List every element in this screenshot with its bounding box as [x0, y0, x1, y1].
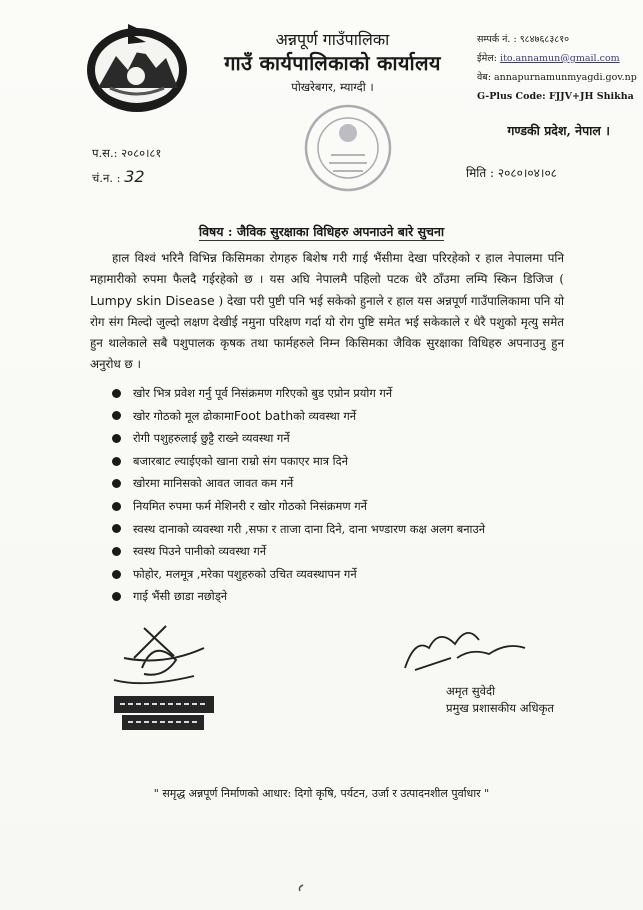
bullet-icon [112, 592, 121, 601]
list-item [112, 518, 582, 541]
footer-motto: " समृद्ध अन्नपूर्ण निर्माणको आधार: दिगो कृषि, पर्यटन, उर्जा र उत्पादनशील पुर्वाधार " [153, 787, 490, 800]
bullet-icon [112, 389, 121, 398]
municipality-name: अन्नपूर्ण गाउँपालिका [275, 30, 390, 49]
left-signature-stamp [104, 618, 234, 738]
measures-list [112, 382, 582, 608]
web-address[interactable]: annapurnamunmyagdi.gov.np [493, 72, 637, 83]
bullet-icon [112, 570, 121, 579]
contact-block [477, 30, 642, 106]
dispatch-number [92, 165, 161, 190]
list-item-text: खोर भित्र प्रवेश गर्नु पूर्व निसंक्रमण गरिएको बुड एप्रोन प्रयोग गर्ने [133, 386, 393, 400]
list-item-text: गाई भैंसी छाडा नछोड्ने [133, 589, 228, 604]
list-item [112, 427, 582, 450]
bullet-icon [112, 547, 121, 556]
subject-text: विषय : जैविक सुरक्षाका विधिहरु अपनाउने बारे सुचना [198, 224, 445, 239]
dispatch-value: 32 [124, 167, 145, 186]
bullet-icon [112, 502, 121, 511]
subject-line [0, 223, 643, 240]
list-item-text: स्वस्थ दानाको व्यवस्था गरी ,सफा र ताजा दाना दिने, दाना भण्डारण कक्ष अलग बनाउने [133, 521, 486, 536]
province-line: गण्डकी प्रदेश, नेपाल । [507, 123, 610, 138]
office-seal-stamp [303, 103, 393, 193]
bullet-icon [112, 524, 121, 533]
notice-body [90, 248, 564, 375]
dispatch-label: चं.न. : [92, 171, 121, 185]
list-item-english: Foot bath [233, 407, 294, 423]
list-item-text: खोरमा मानिसको आवत जावत कम गर्ने [133, 476, 294, 491]
list-item-text: को व्यवस्था गर्ने [293, 408, 357, 423]
list-item [112, 540, 582, 563]
bullet-icon [112, 457, 121, 466]
nepal-emblem-logo [84, 18, 190, 114]
bullet-icon [112, 411, 121, 420]
body-text-part2: ) देखा परी पुष्टी पनि भई सकेको हुनाले र हाल यस अन्नपूर्ण गाउँपालिकामा पनि यो रोग संग मिल्दो जुल्दो लक्षण देखीई नमुना परिक्षण गर्दा यो रोग पुष्टि समेत भई सकेकाले र धेरै पशुको मृत्यु समेत हुन थालेकाले सबै पशुपालक कृषक तथा फार्महरुले निम्न किसिमका जैविक सुरक्षाका विधिहरु अपनाउनु हुन अनुरोध छ । [90, 294, 565, 371]
email-line [477, 49, 642, 68]
list-item-text: खोर गोठको मूल ढोकामा [133, 408, 234, 423]
web-line [477, 68, 642, 87]
list-item [112, 472, 582, 495]
list-item-text: नियमित रुपमा फर्म मेशिनरी र खोर गोठको निसंक्रमण गर्ने [133, 498, 367, 513]
signatory-title: प्रमुख प्रशासकीय अधिकृत [446, 701, 554, 715]
reference-block [92, 142, 161, 190]
list-item [112, 382, 582, 405]
letterhead [200, 30, 465, 96]
signatory-name: अमृत सुवेदी [446, 684, 496, 698]
letter-ps-number: प.स.: २०८०।८१ [92, 146, 162, 160]
office-address: पोखरेबगर, म्याग्दी । [291, 80, 374, 94]
web-label: वेब: [477, 72, 491, 83]
list-item-text: रोगी पशुहरुलाई छुट्टै राख्ने व्यवस्था गर्ने [133, 431, 290, 446]
body-english-term: Lumpy skin Disease [90, 293, 215, 308]
email-link[interactable]: ito.annamun@gmail.com [500, 53, 620, 64]
signatory-block [446, 683, 554, 717]
list-item [112, 585, 582, 608]
right-signature [395, 618, 535, 678]
list-item-text: फोहोर, मलमूत्र ,मरेका पशुहरुको उचित व्यवस्थापन गर्ने [133, 566, 357, 581]
gplus-code: G-Plus Code: FJJV+JH Shikha [477, 91, 634, 102]
letter-date: मिति : २०८०।०४।०८ [466, 166, 557, 180]
phone-number: सम्पर्क नं. : ९८४७६८३८१० [477, 34, 570, 45]
bullet-icon [112, 479, 121, 488]
list-item [112, 405, 582, 428]
list-item [112, 563, 582, 586]
bullet-icon [112, 434, 121, 443]
email-label: ईमेल: [477, 53, 497, 64]
office-name: गाउँ कार्यपालिकाको कार्यालय [224, 51, 441, 75]
list-item [112, 495, 582, 518]
list-item-text: बजारबाट ल्याईएको खाना राम्रो संग पकाएर मात्र दिने [133, 453, 348, 468]
list-item [112, 450, 582, 473]
scan-mark-icon [296, 883, 306, 893]
body-text-part1: हाल विश्वं भरिनै विभिन्न किसिमका रोगहरु बिशेष गरी गाई भैंसीमा देखा परिरहेको र हाल नेपालमा पनि महामारीको रुपमा फैलदै गईरहेको छ । यस अघि नेपालमै पहिलो पटक धेरै ठाँउमा लम्पि स्किन डिजिज ( [90, 251, 564, 286]
list-item-text: स्वस्थ पिउने पानीको व्यवस्था गर्ने [133, 544, 267, 559]
